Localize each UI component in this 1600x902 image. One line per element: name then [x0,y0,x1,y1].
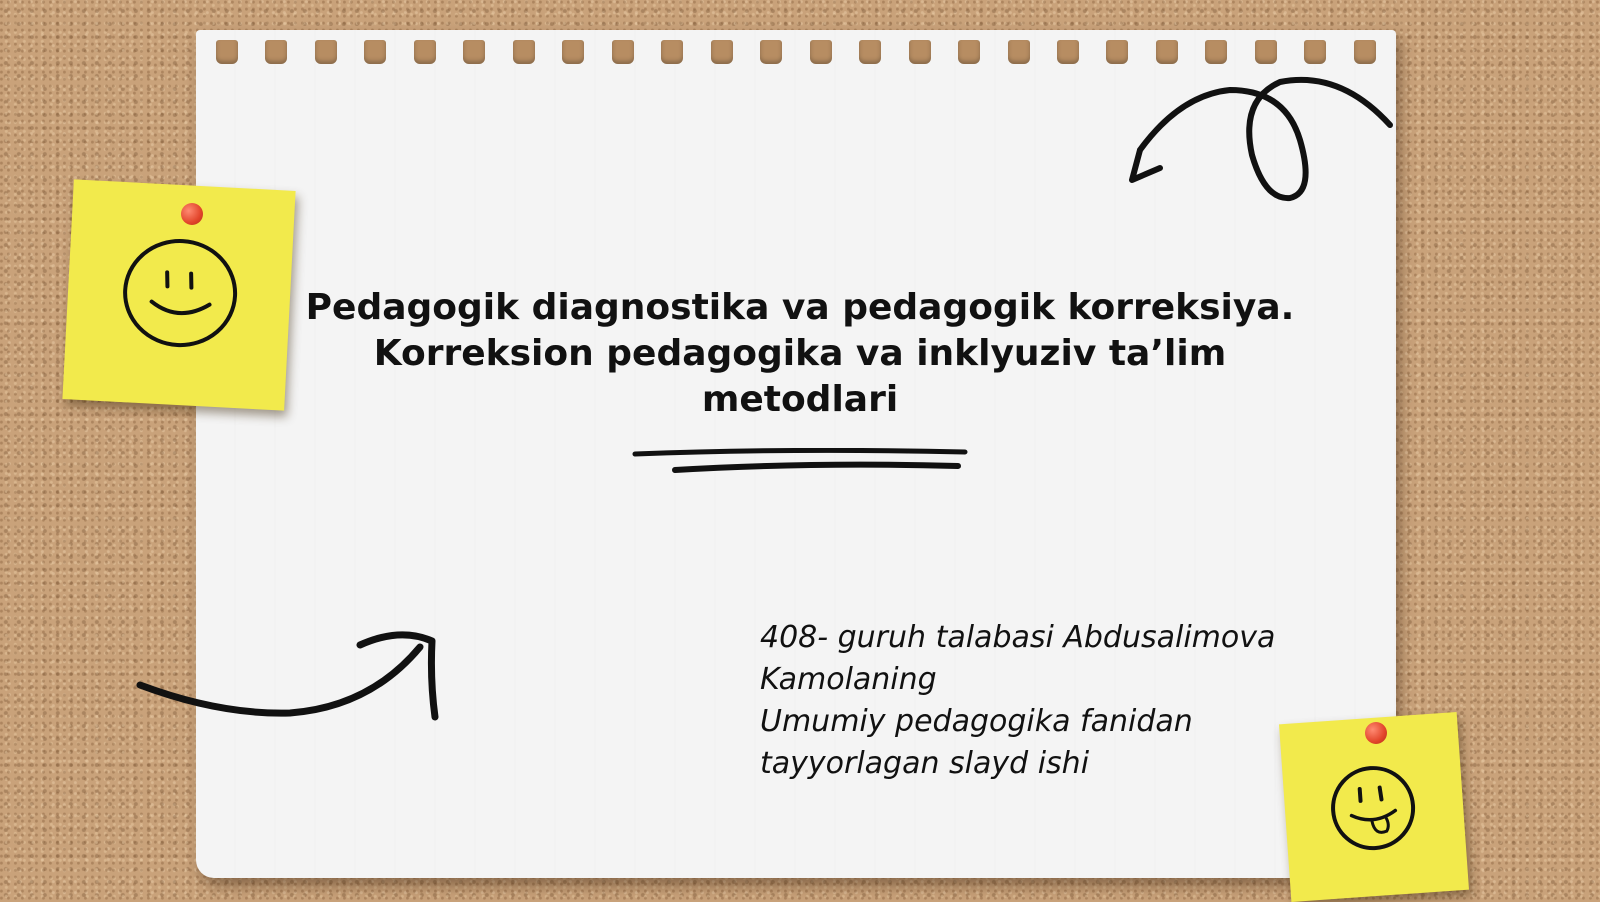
credit-line: Umumiy pedagogika fanidan [760,704,1193,739]
slide-title [300,285,1300,423]
smiley-face-icon [62,179,295,410]
curly-arrow-icon [1120,60,1400,210]
push-pin-icon [181,203,203,225]
author-credits [760,617,1360,785]
credit-line: 408- guruh talabasi Abdusalimova [760,620,1276,655]
curved-arrow-icon [130,625,450,735]
sticky-note-left [62,179,295,410]
credit-line: tayyorlagan slayd ishi [760,746,1090,781]
double-underline-icon [630,448,970,478]
title-line: Korreksion pedagogika va inklyuziv ta’lim [373,333,1227,374]
title-line: metodlari [701,379,899,420]
credit-line: Kamolaning [760,662,937,697]
push-pin-icon [1365,722,1387,744]
title-line: Pedagogik diagnostika va pedagogik korreksiya. [305,287,1295,328]
